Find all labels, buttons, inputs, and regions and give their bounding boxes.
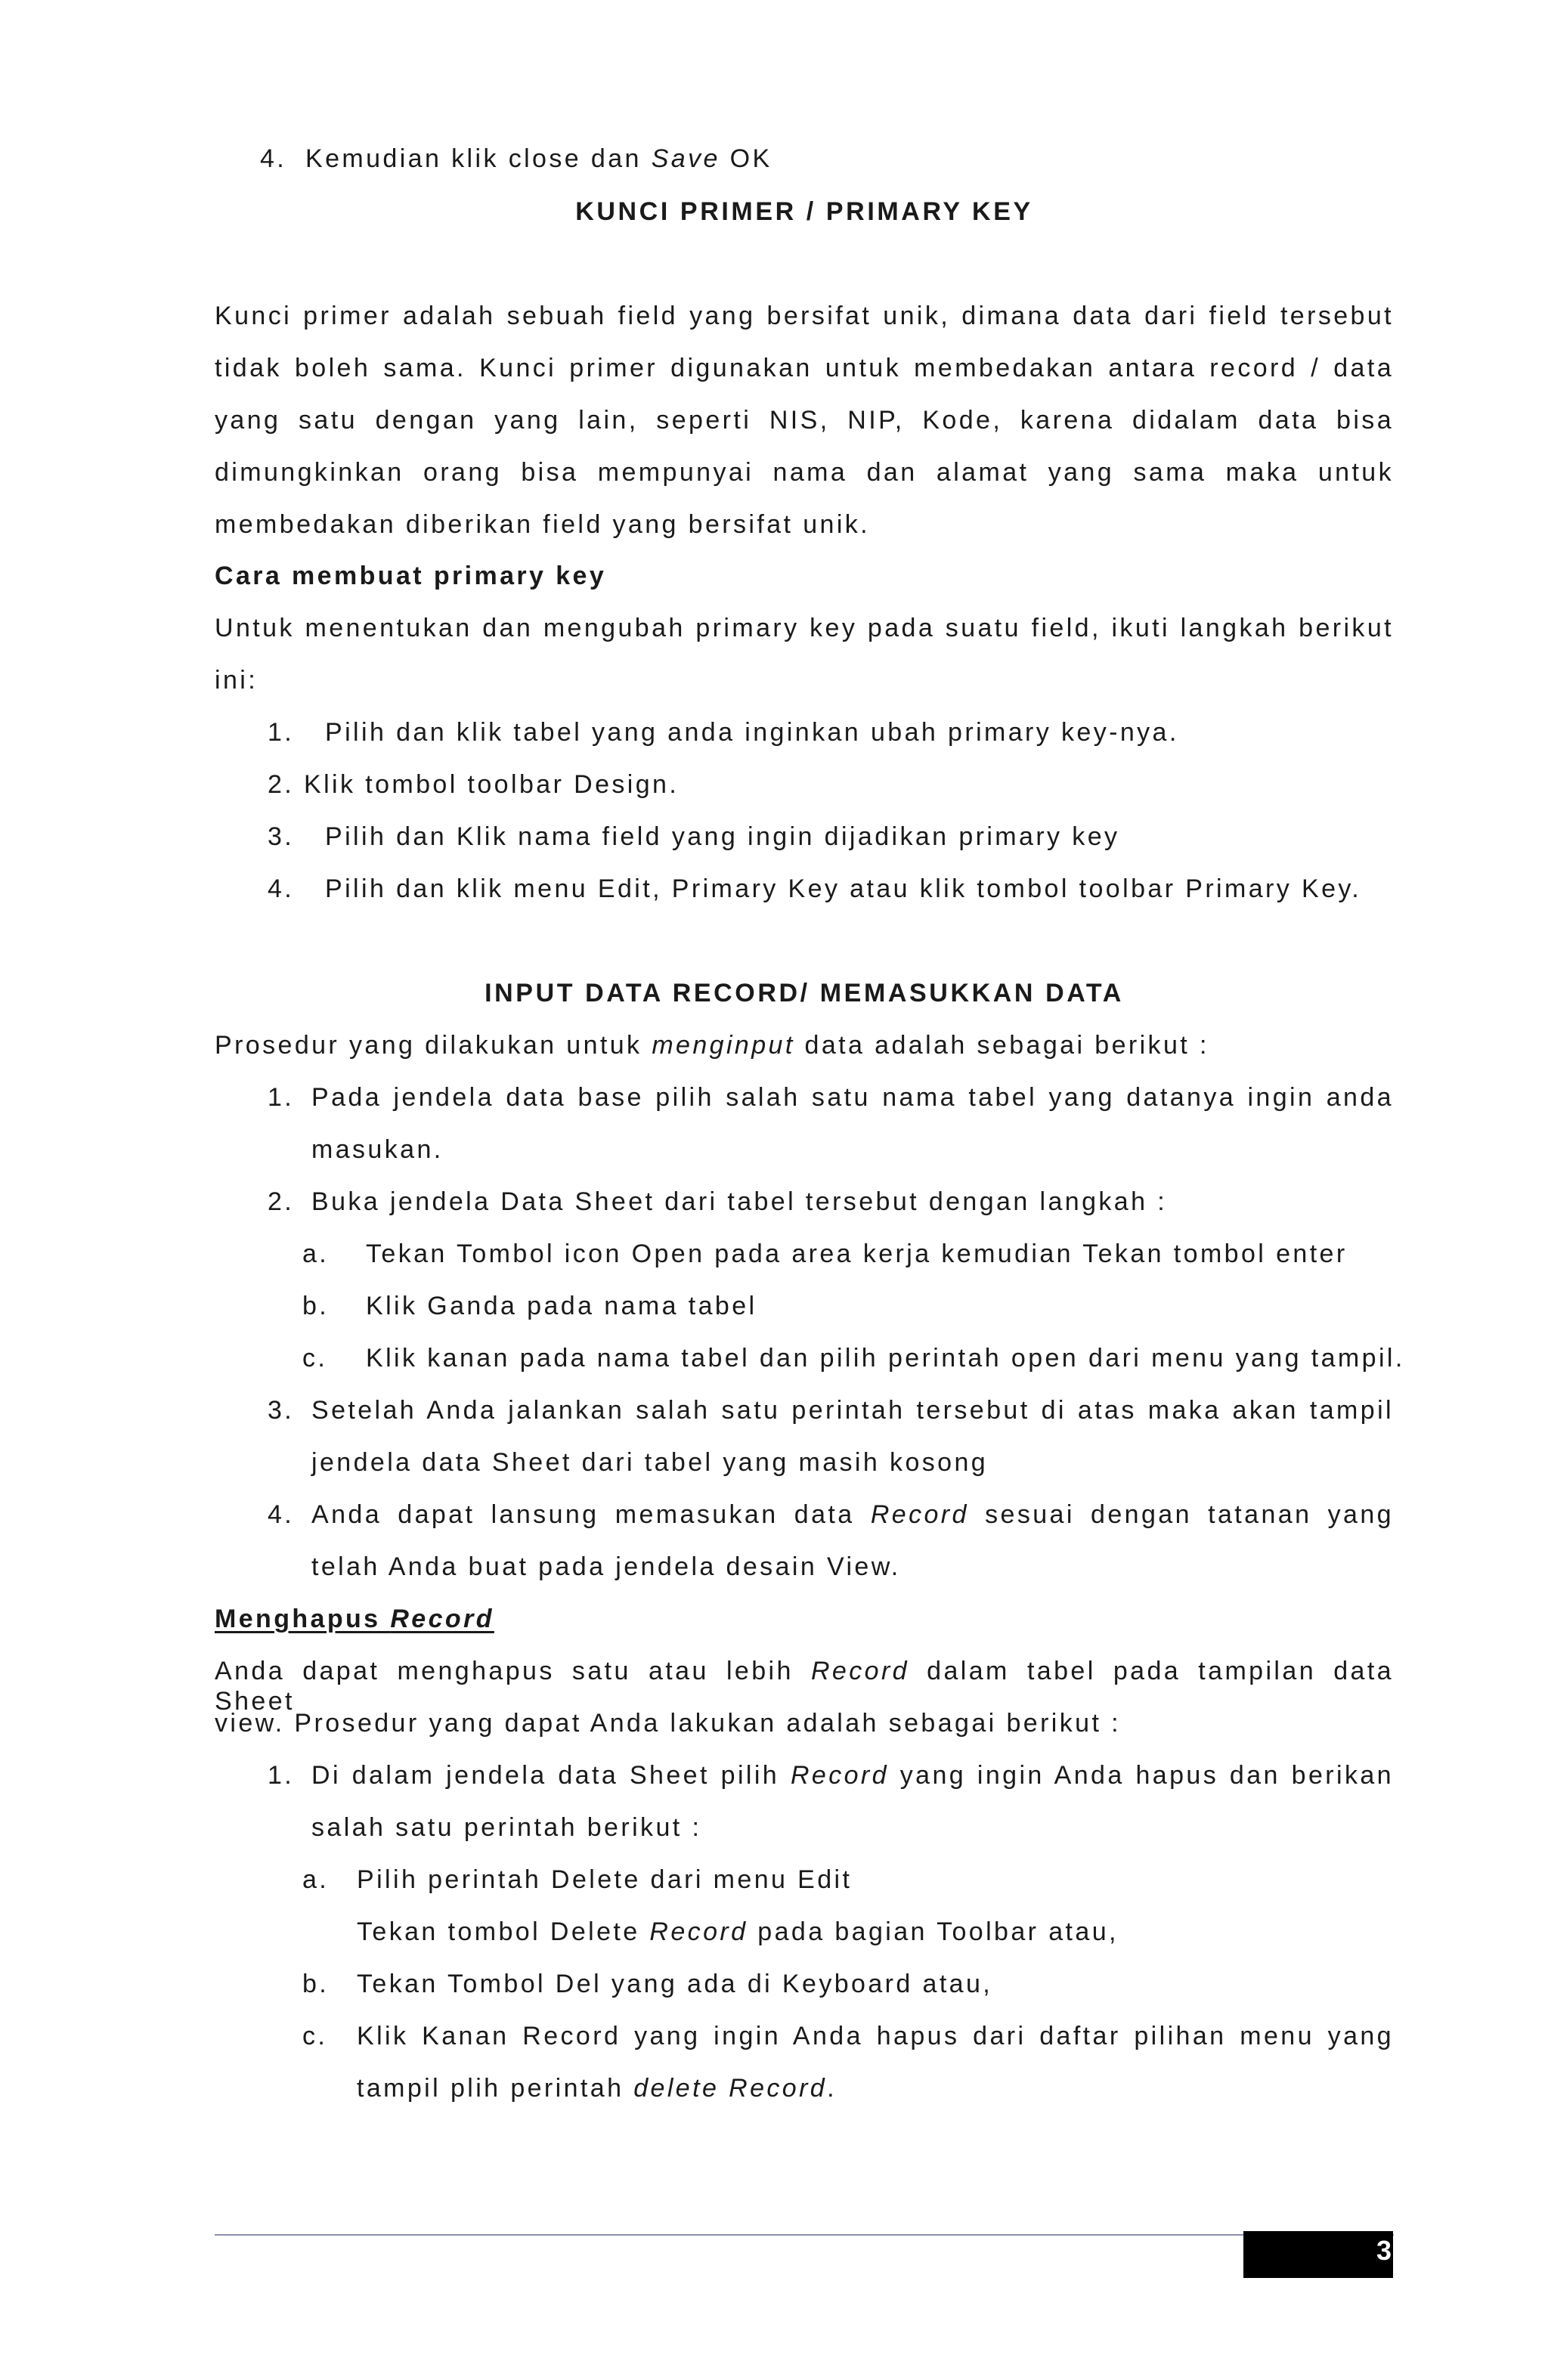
list-number: 2. — [268, 1187, 295, 1216]
list-item: Pilih dan Klik nama field yang ingin dijadikan primary key — [325, 822, 1120, 851]
list-number: 3. — [268, 1396, 295, 1425]
list-item: Buka jendela Data Sheet dari tabel tersebut dengan langkah : — [311, 1187, 1168, 1216]
sublist-item: Tekan Tombol icon Open pada area kerja kemudian Tekan tombol enter — [366, 1240, 1348, 1268]
list-item-continued: salah satu perintah berikut : — [311, 1813, 702, 1842]
list-number: 1. — [268, 718, 295, 747]
list-item-continued: masukan. — [311, 1135, 444, 1164]
paragraph-line: ini: — [215, 666, 259, 695]
heading-kunci-primer: KUNCI PRIMER / PRIMARY KEY — [575, 197, 1033, 226]
subheading-cara-membuat: Cara membuat primary key — [215, 562, 607, 590]
footer-rule — [215, 2234, 1394, 2236]
sublist-item: Klik Kanan Record yang ingin Anda hapus dari daftar pilihan menu yang — [357, 2022, 1394, 2050]
heading-input-data: INPUT DATA RECORD/ MEMASUKKAN DATA — [485, 979, 1124, 1007]
list-item: Pada jendela data base pilih salah satu nama tabel yang datanya ingin anda — [311, 1083, 1394, 1112]
list-item-continued: telah Anda buat pada jendela desain View. — [311, 1552, 901, 1581]
sublist-letter: b. — [302, 1970, 330, 1998]
paragraph-line: Prosedur yang dilakukan untuk menginput data adalah sebagai berikut : — [215, 1031, 1209, 1060]
list-number: 4. — [268, 1500, 295, 1529]
paragraph-line: Anda dapat menghapus satu atau lebih Record dalam tabel pada tampilan data Sheet — [215, 1657, 1394, 1716]
list-number: 1. — [268, 1083, 295, 1112]
list-item: Di dalam jendela data Sheet pilih Record yang ingin Anda hapus dan berikan — [311, 1761, 1394, 1790]
paragraph-line: dimungkinkan orang bisa mempunyai nama dan alamat yang sama maka untuk — [215, 458, 1394, 487]
sublist-item: Klik kanan pada nama tabel dan pilih perintah open dari menu yang tampil. — [366, 1344, 1405, 1373]
sublist-item: Tekan Tombol Del yang ada di Keyboard atau, — [357, 1970, 993, 1998]
page-number-box — [1243, 2231, 1393, 2278]
sublist-item: Pilih perintah Delete dari menu Edit — [357, 1865, 853, 1894]
page-number: 3 — [1376, 2235, 1392, 2266]
list-item: Anda dapat lansung memasukan data Record sesuai dengan tatanan yang — [311, 1500, 1394, 1529]
list-number: 1. — [268, 1761, 295, 1790]
list-item: 2. Klik tombol toolbar Design. — [268, 770, 680, 799]
list-number: 4. — [268, 874, 295, 903]
sublist-letter: a. — [302, 1240, 330, 1268]
paragraph-line: Kunci primer adalah sebuah field yang bersifat unik, dimana data dari field tersebut — [215, 302, 1394, 330]
sublist-letter: a. — [302, 1865, 330, 1894]
paragraph-line: membedakan diberikan field yang bersifat unik. — [215, 510, 871, 539]
list-item: Setelah Anda jalankan salah satu perintah tersebut di atas maka akan tampil — [311, 1396, 1394, 1425]
sublist-item-continued: tampil plih perintah delete Record. — [357, 2074, 837, 2103]
sublist-item-continued: Tekan tombol Delete Record pada bagian Toolbar atau, — [357, 1917, 1119, 1946]
subheading-menghapus-record: Menghapus Record — [215, 1605, 494, 1633]
list-item: Pilih dan klik tabel yang anda inginkan ubah primary key-nya. — [325, 718, 1179, 747]
list-item: Pilih dan klik menu Edit, Primary Key atau klik tombol toolbar Primary Key. — [325, 874, 1362, 903]
sublist-item: Klik Ganda pada nama tabel — [366, 1292, 757, 1320]
list-number: 3. — [268, 822, 295, 851]
sublist-letter: c. — [302, 2022, 328, 2050]
paragraph-line: tidak boleh sama. Kunci primer digunakan untuk membedakan antara record / data — [215, 354, 1394, 382]
paragraph-line: yang satu dengan yang lain, seperti NIS, NIP, Kode, karena didalam data bisa — [215, 406, 1394, 435]
sublist-letter: b. — [302, 1292, 330, 1320]
sublist-letter: c. — [302, 1344, 328, 1373]
step-4-number: 4. — [260, 144, 287, 173]
list-item-continued: jendela data Sheet dari tabel yang masih kosong — [311, 1448, 989, 1477]
step-4-text: Kemudian klik close dan Save OK — [305, 144, 772, 173]
paragraph-line: view. Prosedur yang dapat Anda lakukan adalah sebagai berikut : — [215, 1709, 1121, 1738]
paragraph-line: Untuk menentukan dan mengubah primary key pada suatu field, ikuti langkah berikut — [215, 614, 1394, 642]
